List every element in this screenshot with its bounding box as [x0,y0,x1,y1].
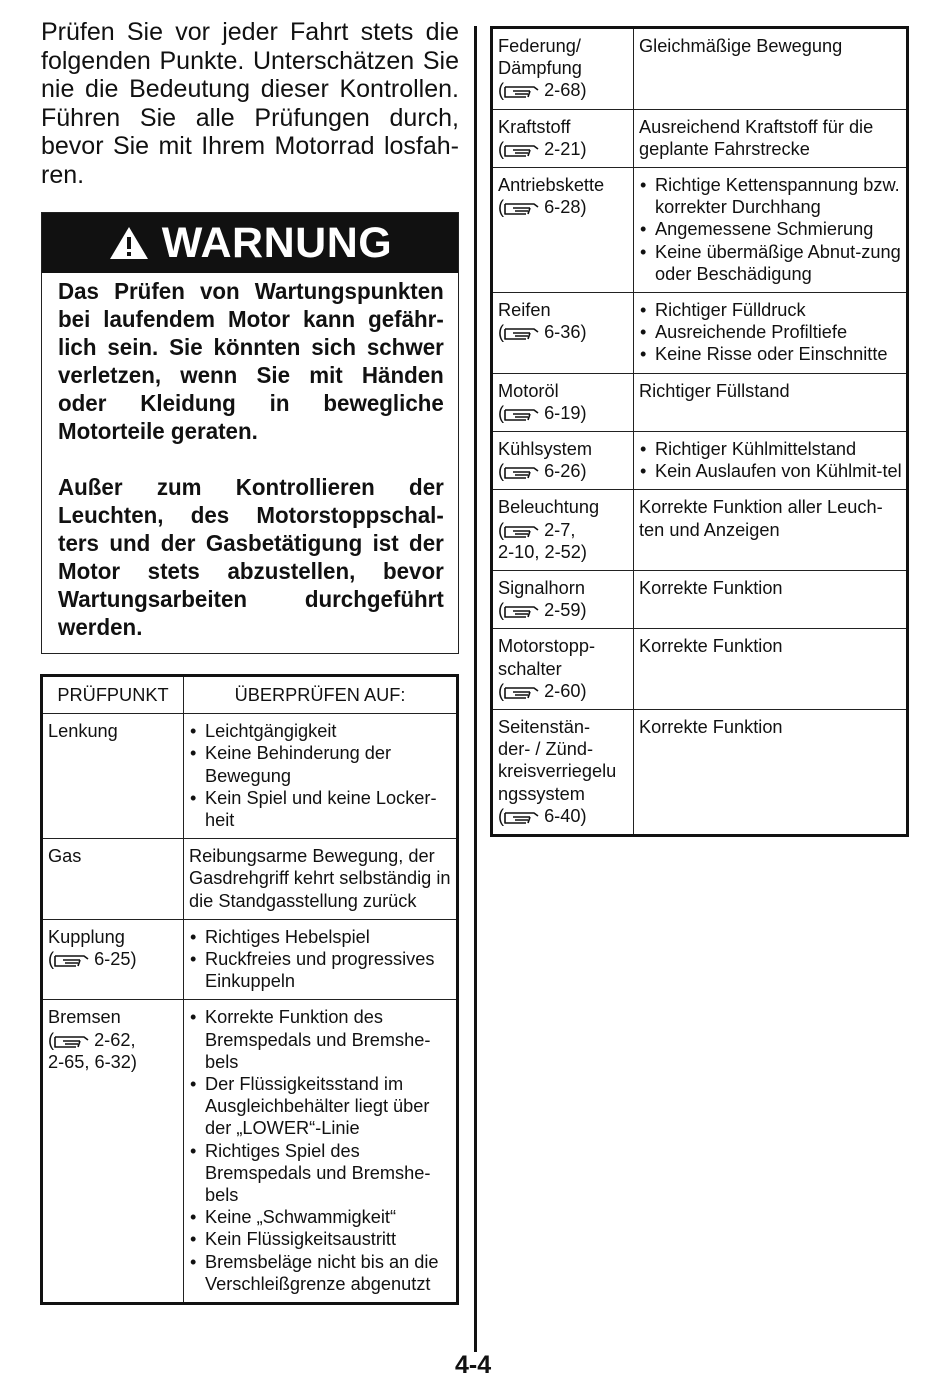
intro-line: folgenden Punkte. Unterschätzen Sie [41,46,459,75]
check-item-line: ( 2-60) [498,680,587,701]
check-item [492,28,634,110]
table-row [492,109,908,167]
reference-page: 6-25) [94,949,137,970]
check-criteria [184,919,458,1000]
check-criteria [184,714,458,839]
warning-line: bei laufendem Motor kann gefähr- [58,306,444,332]
check-item-line: Beleuchtung [498,497,600,518]
check-item-line: ( 2-7, [498,519,576,540]
check-item [492,629,634,710]
reference-hand-icon [54,951,90,967]
check-item-line: Federung/ [498,36,581,56]
check-item-line: Reifen [498,300,551,321]
check-criteria [184,839,458,920]
check-item [492,168,634,293]
check-criteria [634,28,908,110]
check-item-line: Kupplung [48,926,125,947]
check-criterion: • Der Flüssigkeitsstand im Ausgleichbehälter liegt über der „LOWER“-Linie [189,1073,452,1140]
table-row [42,714,458,839]
check-item-line: Motorstopp- [498,636,596,657]
table-header-row [42,676,458,714]
table-row [42,919,458,1000]
table-row [492,28,908,110]
check-item-line: Kühlsystem [498,439,593,460]
check-item-line: ( 6-25) [48,949,137,970]
check-item-line: ( 6-36) [498,322,587,343]
reference-hand-icon [504,522,540,538]
reference-page: 6-19) [544,402,587,423]
check-item-line: Signalhorn [498,578,585,599]
warning-line: ters und der Gasbetätigung ist der [58,530,444,556]
checklist-table-left [40,674,459,1305]
header-check: ÜBERPRÜFEN AUF: [184,676,458,714]
check-item-line: 2-65, 6-32) [48,1051,137,1072]
reference-hand-icon [504,463,540,479]
check-item [42,1000,184,1304]
check-item [492,432,634,490]
check-item-line: ( 6-19) [498,402,587,423]
check-item [492,571,634,629]
table-row [492,490,908,571]
table-row [42,1000,458,1304]
check-criterion: Korrekte Funktion [639,717,783,738]
intro-line: ren. [41,160,85,189]
check-criterion: • Richtiges Spiel des Bremspedals und Bremshe-bels [189,1140,452,1207]
warning-line: Motorteile geraten. [58,418,258,444]
warning-line: verletzen, wenn Sie mit Händen [58,362,444,388]
check-item-line: ( 6-28) [498,197,587,218]
warning-body [42,273,458,641]
check-criterion: Reibungsarme Bewegung, der Gasdrehgriff kehrt selbständig in die Standgasstellung zurück [189,846,451,911]
check-item [492,490,634,571]
check-criterion: • Kein Auslaufen von Kühlmit-tel [639,460,902,482]
warning-paragraph-2 [58,473,444,641]
reference-hand-icon [504,82,540,98]
check-criteria [634,168,908,293]
check-criterion: Korrekte Funktion [639,636,783,657]
check-item-line: ( 2-62, [48,1029,136,1050]
reference-page: 6-40) [544,805,587,826]
reference-hand-icon [54,1032,90,1048]
check-item-line: Antriebskette [498,175,605,196]
intro-line: Führen Sie alle Prüfungen durch, [41,103,459,132]
page-number: 4-4 [455,1351,492,1379]
check-item-line: ( 6-26) [498,461,587,482]
warning-line: oder Kleidung in bewegliche [58,390,444,416]
check-item-line: der- / Zünd- [498,739,594,760]
check-criteria [634,710,908,836]
check-item-line: schalter [498,658,562,679]
check-item [492,373,634,431]
header-item: PRÜFPUNKT [42,676,184,714]
reference-hand-icon [504,808,540,824]
table-row [42,839,458,920]
check-criteria [634,109,908,167]
check-criterion: Korrekte Funktion aller Leuch-ten und Anzeigen [639,497,883,540]
warning-line: Außer zum Kontrollieren der [58,474,444,500]
intro-paragraph [41,18,459,190]
check-criterion: • Keine übermäßige Abnut-zung oder Beschädigung [639,241,902,285]
check-item-line: Dämpfung [498,58,582,79]
check-item [492,109,634,167]
check-criterion: • Keine Behinderung der Bewegung [189,742,452,786]
check-item-line: Gas [48,846,82,867]
reference-page: 2-60) [544,680,587,701]
check-item [492,293,634,374]
intro-line: Prüfen Sie vor jeder Fahrt stets die [41,18,459,46]
check-item-line: Seitenstän- [498,717,591,738]
reference-page: 2-7, [544,519,576,540]
check-criteria [634,293,908,374]
check-criterion: • Richtige Kettenspannung bzw. korrekter Durchhang [639,174,902,218]
check-criterion: • Ausreichende Profiltiefe [639,321,902,343]
table-row [492,293,908,374]
warning-line: werden. [58,614,143,640]
table-row [492,571,908,629]
check-criterion: • Richtiges Hebelspiel [189,926,452,948]
warning-line: Motor stets abzustellen, bevor [58,558,444,584]
reference-hand-icon [504,199,540,215]
check-item-line: ( 2-68) [498,80,587,101]
check-item-line: ngssystem [498,783,585,804]
table-row [492,629,908,710]
check-criteria [634,629,908,710]
warning-triangle-icon [108,225,150,261]
warning-box [41,212,459,654]
reference-page: 6-36) [544,322,587,343]
check-criterion: Ausreichend Kraftstoff für die geplante Fahrstrecke [639,116,874,159]
check-criterion: • Keine Risse oder Einschnitte [639,343,902,365]
reference-hand-icon [504,141,540,157]
check-item-line: Bremsen [48,1007,121,1028]
check-criteria [184,1000,458,1304]
check-criterion: • Richtiger Fülldruck [639,299,902,321]
reference-hand-icon [504,602,540,618]
check-criterion: Gleichmäßige Bewegung [639,36,843,56]
reference-page: 6-26) [544,461,587,482]
intro-line: bevor Sie mit Ihrem Motorrad losfah- [41,132,459,161]
reference-page: 2-21) [544,138,587,159]
check-item-line: kreisverriegelu [498,761,617,782]
check-criterion: • Kein Spiel und keine Locker-heit [189,787,452,831]
table-row [492,710,908,836]
check-criteria [634,571,908,629]
reference-hand-icon [504,683,540,699]
reference-hand-icon [504,405,540,421]
check-criterion: • Bremsbeläge nicht bis an die Verschleißgrenze abgenutzt [189,1251,452,1295]
check-criterion: • Korrekte Funktion des Bremspedals und Bremshe-bels [189,1006,452,1073]
column-divider [474,26,477,1352]
intro-line: nie die Bedeutung dieser Kontrollen. [41,75,459,104]
reference-page: 2-68) [544,80,587,101]
reference-page: 2-62, [94,1029,136,1050]
check-criterion: • Leichtgängigkeit [189,720,452,742]
warning-line: Leuchten, des Motorstoppschal- [58,502,444,528]
check-criterion: • Ruckfreies und progressives Einkuppeln [189,948,452,992]
check-item [42,919,184,1000]
check-criteria [634,373,908,431]
check-item-line: Lenkung [48,721,118,742]
reference-page: 6-28) [544,197,587,218]
check-criterion: Richtiger Füllstand [639,380,790,401]
check-item-line: Motoröl [498,380,559,401]
check-item-line: 2-10, 2-52) [498,541,587,562]
check-item [492,710,634,836]
check-item [42,839,184,920]
check-item-line: Kraftstoff [498,116,571,137]
check-criterion: • Angemessene Schmierung [639,218,902,240]
check-item [42,714,184,839]
check-criteria [634,432,908,490]
warning-paragraph-1 [58,277,444,445]
table-row [492,373,908,431]
warning-line: Das Prüfen von Wartungspunkten [58,278,444,304]
reference-hand-icon [504,324,540,340]
table-row [492,168,908,293]
table-row [492,432,908,490]
checklist-table-right [490,26,909,837]
check-criterion: • Keine „Schwammigkeit“ [189,1206,452,1228]
warning-header [42,213,458,273]
check-criterion: • Richtiger Kühlmittelstand [639,438,902,460]
check-item-line: ( 2-59) [498,600,587,621]
reference-page: 2-59) [544,600,587,621]
check-criterion: • Kein Flüssigkeitsaustritt [189,1228,452,1250]
check-item-line: ( 2-21) [498,138,587,159]
warning-line: lich sein. Sie könnten sich schwer [58,334,444,360]
warning-line: Wartungsarbeiten durchgeführt [58,586,444,612]
check-criteria [634,490,908,571]
check-item-line: ( 6-40) [498,805,587,826]
warning-title: WARNUNG [161,218,393,267]
check-criterion: Korrekte Funktion [639,578,783,599]
